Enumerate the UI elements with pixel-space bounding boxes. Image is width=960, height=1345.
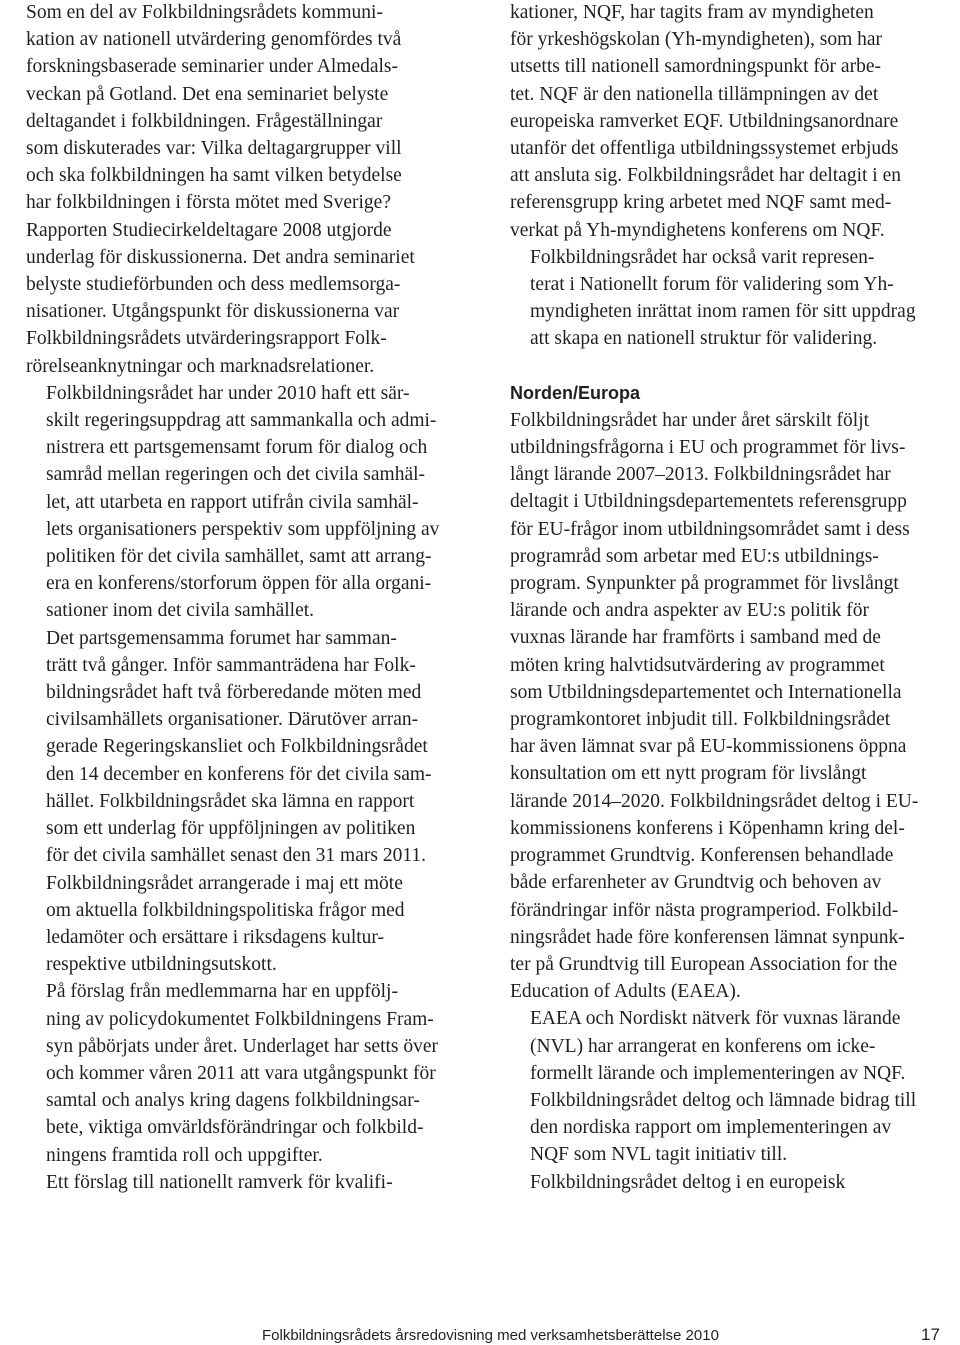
text-line: lärande och andra aspekter av EU:s politik för xyxy=(510,600,869,622)
text-line: konsultation om ett nytt program för livslångt xyxy=(510,763,867,785)
text-line: ledamöter och ersättare i riksdagens kultur- xyxy=(46,926,385,948)
paragraph xyxy=(26,380,452,625)
text-line: EAEA och Nordiskt nätverk för vuxnas lärande xyxy=(530,1008,901,1030)
text-line: som Utbildningsdepartementet och Internationella xyxy=(510,681,902,703)
paragraph xyxy=(510,1005,936,1168)
text-line: nisationer. Utgångspunkt för diskussionerna var xyxy=(26,301,400,323)
text-line: långt lärande 2007–2013. Folkbildningsrådet har xyxy=(510,464,891,486)
text-line: förändringar inför nästa programperiod. Folkbild- xyxy=(510,899,899,921)
text-line: har folkbildningen i första mötet med Sverige? xyxy=(26,192,391,214)
text-line: och kommer våren 2011 att vara utgångspunkt för xyxy=(46,1062,436,1084)
text-line: och ska folkbildningen ha samt vilken betydelse xyxy=(26,165,402,187)
text-line: era en konferens/storforum öppen för alla organi- xyxy=(46,573,432,595)
text-line: kationer, NQF, har tagits fram av myndigheten xyxy=(510,2,874,23)
text-line: trätt två gånger. Inför sammanträdena har Folk- xyxy=(46,654,416,676)
text-line: den 14 december en konferens för det civila sam- xyxy=(46,763,432,785)
text-line: Folkbildningsrådet har under året särskilt följt xyxy=(510,409,870,431)
text-line: ter på Grundtvig till European Association for the xyxy=(510,953,898,975)
text-line: utbildningsfrågorna i EU och programmet för livs- xyxy=(510,437,906,459)
text-line: civilsamhällets organisationer. Därutöver arran- xyxy=(46,709,419,731)
section-heading: Norden/Europa xyxy=(510,382,641,403)
text-line: bete, viktiga omvärldsförändringar och folkbild- xyxy=(46,1117,424,1139)
text-line: let, att utarbeta en rapport utifrån civila samhäl- xyxy=(46,491,419,513)
text-line: Folkbildningsrådets utvärderingsrapport Folk- xyxy=(26,328,387,350)
text-line: Folkbildningsrådet deltog i en europeisk xyxy=(530,1171,846,1193)
text-line: vuxnas lärande har framförts i samband med de xyxy=(510,627,881,649)
text-line: programkontoret inbjudit till. Folkbildningsrådet xyxy=(510,709,891,731)
paragraph xyxy=(26,625,452,870)
text-line: NQF som NVL tagit initiativ till. xyxy=(530,1144,788,1166)
text-line: hället. Folkbildningsrådet ska lämna en rapport xyxy=(46,790,415,812)
text-line: rörelseanknytningar och marknadsrelationer. xyxy=(26,355,375,377)
text-line: programråd som arbetar med EU:s utbildnings- xyxy=(510,545,879,567)
text-line: programmet Grundtvig. Konferensen behandlade xyxy=(510,845,894,867)
text-line: lärande 2014–2020. Folkbildningsrådet deltog i EU- xyxy=(510,790,919,812)
text-line: samtal och analys kring dagens folkbildningsar- xyxy=(46,1090,420,1112)
paragraph xyxy=(510,407,936,1005)
text-line: samråd mellan regeringen och det civila samhäl- xyxy=(46,464,426,486)
text-line: deltagandet i folkbildningen. Frågeställningar xyxy=(26,110,383,132)
text-line: Folkbildningsrådet har under 2010 haft ett sär- xyxy=(46,382,410,404)
footer-title: Folkbildningsrådets årsredovisning med verksamhetsberättelse 2010 xyxy=(262,1327,719,1344)
text-line: ning av policydokumentet Folkbildningens Fram- xyxy=(46,1008,434,1030)
text-line: På förslag från medlemmarna har en uppfölj- xyxy=(46,981,398,1003)
text-line: europeiska ramverket EQF. Utbildningsanordnare xyxy=(510,110,899,132)
text-line: att ansluta sig. Folkbildningsrådet har deltagit i en xyxy=(510,165,902,187)
text-line: Som en del av Folkbildningsrådets kommuni- xyxy=(26,2,383,23)
text-line: verkat på Yh-myndighetens konferens om NQF. xyxy=(510,219,885,241)
text-line: den nordiska rapport om implementeringen av xyxy=(530,1117,892,1139)
paragraph xyxy=(510,1169,936,1196)
text-line: Rapporten Studiecirkeldeltagare 2008 utgjorde xyxy=(26,219,392,241)
text-line: att skapa en nationell struktur för validering. xyxy=(530,328,878,350)
text-line: för det civila samhället senast den 31 mars 2011. xyxy=(46,845,426,867)
paragraph xyxy=(26,870,452,979)
text-line: kommissionens konferens i Köpenhamn kring del- xyxy=(510,817,905,839)
text-line: underlag för diskussionerna. Det andra seminariet xyxy=(26,246,415,268)
text-line: respektive utbildningsutskott. xyxy=(46,954,277,976)
text-line: gerade Regeringskansliet och Folkbildningsrådet xyxy=(46,736,428,758)
text-line: syn påbörjats under året. Underlaget har setts över xyxy=(46,1035,439,1057)
text-line: utsetts till nationell samordningspunkt för arbe- xyxy=(510,56,881,78)
text-line: veckan på Gotland. Det ena seminariet belyste xyxy=(26,83,389,105)
text-line: Ett förslag till nationellt ramverk för kvalifi- xyxy=(46,1171,393,1193)
text-line: (NVL) har arrangerat en konferens om icke- xyxy=(530,1035,876,1057)
text-line: nistrera ett partsgemensamt forum för dialog och xyxy=(46,437,428,459)
text-line: forskningsbaserade seminarier under Almedals- xyxy=(26,56,399,78)
paragraph xyxy=(26,1169,452,1196)
left-column xyxy=(26,0,452,1196)
text-line: om aktuella folkbildningspolitiska frågor med xyxy=(46,899,405,921)
text-line: myndigheten inrättat inom ramen för sitt uppdrag xyxy=(530,301,916,323)
page-number: 17 xyxy=(921,1325,940,1344)
paragraph xyxy=(26,978,452,1168)
paragraph xyxy=(510,0,936,244)
text-line: som diskuterades var: Vilka deltagargrupper vill xyxy=(26,138,402,160)
text-line: som ett underlag för uppföljningen av politiken xyxy=(46,818,416,840)
text-line: referensgrupp kring arbetet med NQF samt med- xyxy=(510,192,892,214)
text-line: ningsrådet hade före konferensen lämnat synpunk- xyxy=(510,926,905,948)
text-line: möten kring halvtidsutvärdering av programmet xyxy=(510,654,885,676)
paragraph xyxy=(26,0,452,380)
text-line: utanför det offentliga utbildningssystemet erbjuds xyxy=(510,138,899,160)
text-line: program. Synpunkter på programmet för livslångt xyxy=(510,573,899,595)
text-line: bildningsrådet haft två förberedande möten med xyxy=(46,682,422,704)
text-line: både erfarenheter av Grundtvig och behoven av xyxy=(510,872,882,894)
text-line: för EU-frågor inom utbildningsområdet samt i dess xyxy=(510,518,910,540)
text-line: formellt lärande och implementeringen av NQF. xyxy=(530,1062,906,1084)
text-line: har även lämnat svar på EU-kommissionens öppna xyxy=(510,736,907,758)
text-line: Folkbildningsrådet deltog och lämnade bidrag till xyxy=(530,1089,917,1111)
text-line: Det partsgemensamma forumet har samman- xyxy=(46,627,397,649)
text-line: belyste studieförbunden och dess medlemsorga- xyxy=(26,274,401,296)
text-line: Education of Adults (EAEA). xyxy=(510,981,741,1003)
text-line: Folkbildningsrådet arrangerade i maj ett möte xyxy=(46,872,403,894)
text-line: lets organisationers perspektiv som uppföljning av xyxy=(46,518,440,540)
text-line: politiken för det civila samhället, samt att arrang- xyxy=(46,546,432,568)
text-line: kation av nationell utvärdering genomfördes två xyxy=(26,29,402,51)
text-line: ningens framtida roll och uppgifter. xyxy=(46,1144,323,1166)
right-column xyxy=(510,0,936,1196)
text-line: skilt regeringsuppdrag att sammankalla och admi- xyxy=(46,410,437,432)
text-line: deltagit i Utbildningsdepartementets referensgrupp xyxy=(510,491,907,513)
text-line: för yrkeshögskolan (Yh-myndigheten), som har xyxy=(510,29,883,51)
text-line: tet. NQF är den nationella tillämpningen av det xyxy=(510,83,879,105)
text-line: terat i Nationellt forum för validering som Yh- xyxy=(530,274,894,296)
text-line: sationer inom det civila samhället. xyxy=(46,600,315,622)
text-line: Folkbildningsrådet har också varit represen- xyxy=(530,246,875,268)
paragraph xyxy=(510,244,936,353)
